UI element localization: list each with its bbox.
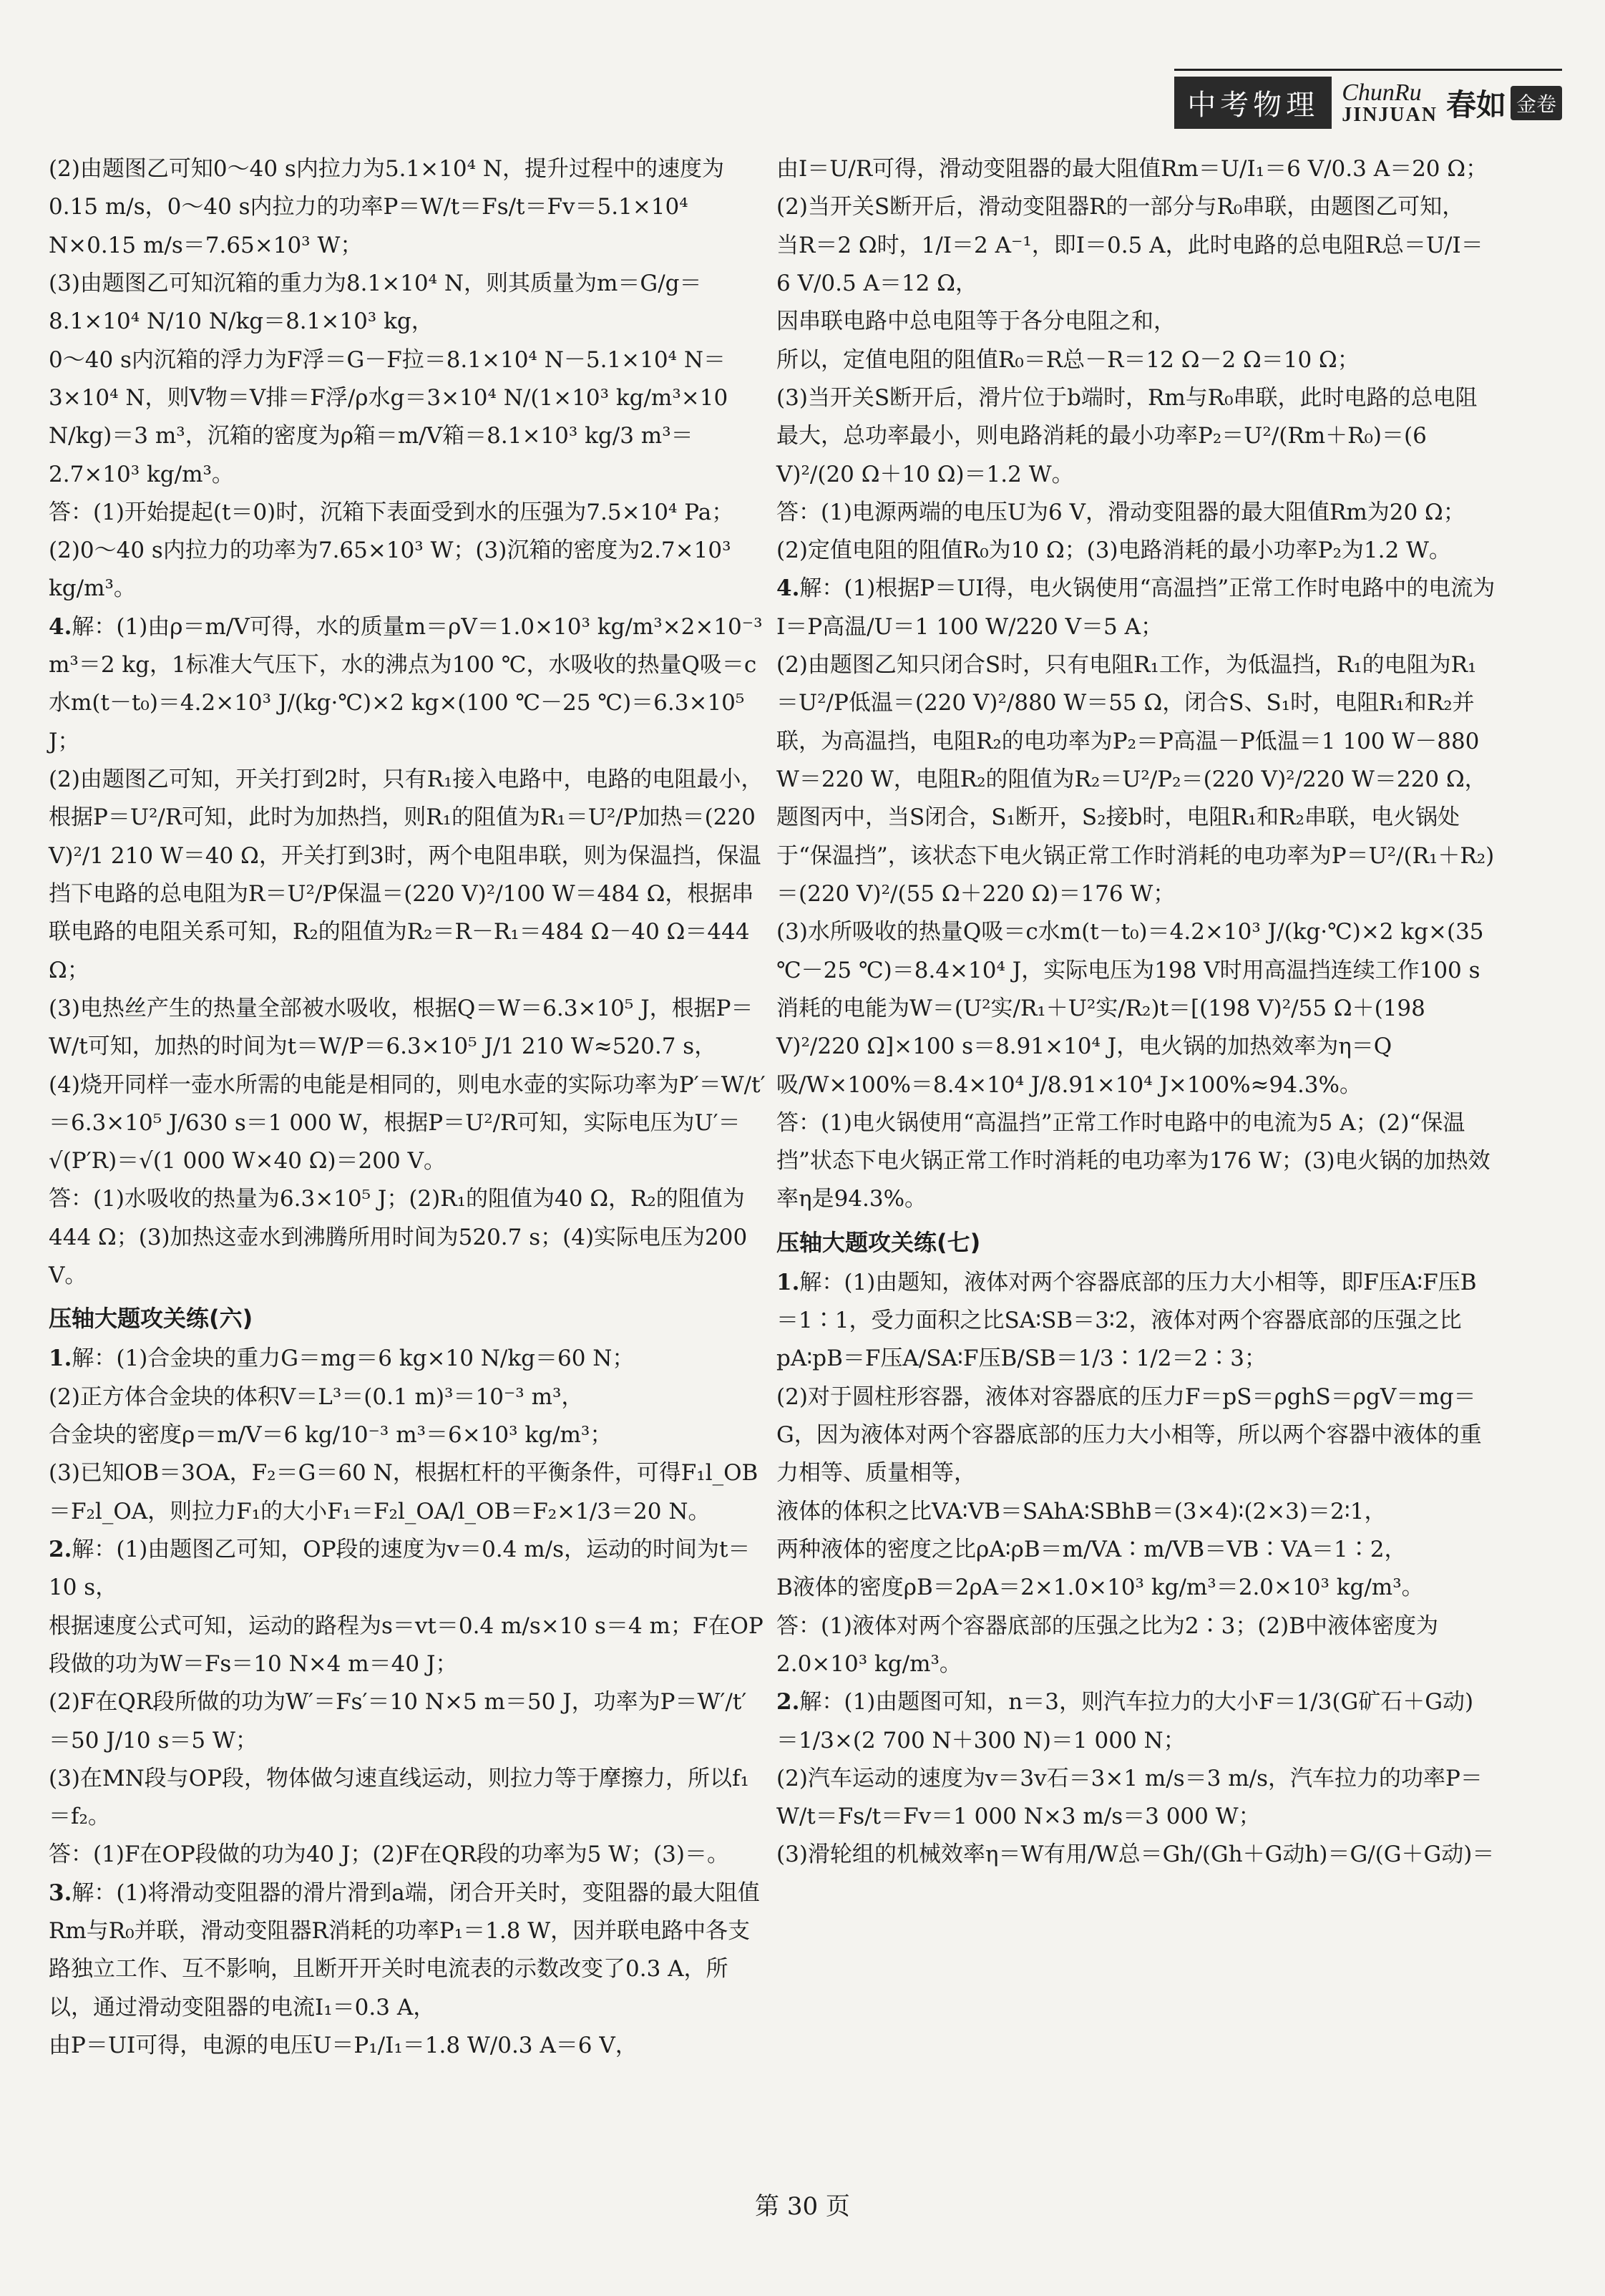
paragraph: 解：(1)将滑动变阻器的滑片滑到a端，闭合开关时，变阻器的最大阻值Rm与R₀并联，滑动变阻器R消耗的功率P₁＝1.8 W，因并联电路中各支路独立工作、互不影响，且断开开关时电流表的示数改变了0.3 A，所以，通过滑动变阻器的电流I₁＝0.3 A， — [49, 1879, 760, 2020]
header-brand — [1174, 69, 1562, 129]
section-title: 压轴大题攻关练(七) — [776, 1228, 981, 1256]
paragraph: 当R＝2 Ω时，1/I＝2 A⁻¹，即I＝0.5 A，此时电路的总电阻R总＝U/I＝6 V/0.5 A＝12 Ω， — [776, 232, 1483, 296]
paragraph: (2)由题图乙可知0～40 s内拉力为5.1×10⁴ N，提升过程中的速度为0.15 m/s，0～40 s内拉力的功率P＝W/t＝Fs/t＝Fv＝5.1×10⁴ N×0.15 m/s＝7.65×10³ W； — [49, 156, 724, 258]
question-number: 4. — [776, 575, 800, 602]
brand-latin-line1: ChunRu — [1342, 79, 1422, 106]
paragraph: (2)对于圆柱形容器，液体对容器底的压力F＝pS＝ρghS＝ρgV＝mg＝G，因为液体对两个容器底部的压力大小相等，所以两个容器中液体的重力相等、质量相等， — [776, 1383, 1482, 1487]
paragraph: 由I＝U/R可得，滑动变阻器的最大阻值Rm＝U/I₁＝6 V/0.3 A＝20 Ω； — [776, 156, 1488, 182]
paragraph: 液体的体积之比VA∶VB＝SAhA∶SBhB＝(3×4)∶(2×3)＝2∶1， — [776, 1498, 1387, 1524]
paragraph: (3)在MN段与OP段，物体做匀速直线运动，则拉力等于摩擦力，所以f₁＝f₂。 — [49, 1765, 749, 1830]
paragraph: 根据速度公式可知，运动的路程为s＝vt＝0.4 m/s×10 s＝4 m；F在OP段做的功为W＝Fs＝10 N×4 m＝40 J； — [49, 1612, 764, 1677]
paragraph: (2)由题图乙知只闭合S时，只有电阻R₁工作，为低温挡，R₁的电阻为R₁＝U²/P低温＝(220 V)²/880 W＝55 Ω，闭合S、S₁时，电阻R₁和R₂并联，为高温挡，电阻R₂的电功率为P₂＝P高温－P低温＝1 100 W－880 W＝220 W，电阻R₂的阻值为R₂＝U²/P₂＝(220 V)²/220 W＝220 Ω，题图丙中，当S闭合，S₁断开，S₂接b时，电阻R₁和R₂串联，电火锅处于“保温挡”，该状态下电火锅正常工作时消耗的电功率为P＝U²/(R₁＋R₂)＝(220 V)²/(55 Ω＋220 Ω)＝176 W； — [776, 652, 1495, 907]
paragraph: 解：(1)合金块的重力G＝mg＝6 kg×10 N/kg＝60 N； — [72, 1346, 635, 1372]
answer-paragraph: 答：(1)电火锅使用“高温挡”正常工作时电路中的电流为5 A；(2)“保温挡”状态下电火锅正常工作时消耗的电功率为176 W；(3)电火锅的加热效率η是94.3%。 — [776, 1109, 1491, 1212]
section-title: 压轴大题攻关练(六) — [49, 1305, 253, 1333]
paragraph: 解：(1)根据P＝UI得，电火锅使用“高温挡”正常工作时电路中的电流为I＝P高温/U＝1 100 W/220 V＝5 A； — [776, 575, 1496, 640]
brand-tag: 金卷 — [1511, 86, 1562, 120]
page-number: 第 30 页 — [755, 2192, 850, 2221]
question-2 — [49, 1531, 768, 1607]
paragraph: (3)由题图乙可知沉箱的重力为8.1×10⁴ N，则其质量为m＝G/g＝8.1×10⁴ N/10 N/kg＝8.1×10³ kg， — [49, 270, 702, 335]
paragraph: 两种液体的密度之比ρA∶ρB＝m/VA∶m/VB＝VB∶VA＝1∶2， — [776, 1536, 1407, 1562]
question-number: 4. — [49, 613, 72, 640]
question-3 — [49, 1874, 768, 2027]
answer-paragraph: 答：(1)电源两端的电压U为6 V，滑动变阻器的最大阻值Rm为20 Ω；(2)定值电阻的阻值R₀为10 Ω；(3)电路消耗的最小功率P₂为1.2 W。 — [776, 499, 1465, 564]
paragraph: (2)F在QR段所做的功为W′＝Fs′＝10 N×5 m＝50 J，功率为P＝W′/t′＝50 J/10 s＝5 W； — [49, 1689, 747, 1753]
question-number: 1. — [776, 1269, 800, 1295]
question-number: 3. — [49, 1879, 72, 1906]
answer-paragraph: 答：(1)开始提起(t＝0)时，沉箱下表面受到水的压强为7.5×10⁴ Pa；(2)0～40 s内拉力的功率为7.65×10³ W；(3)沉箱的密度为2.7×10³ kg/m³。 — [49, 499, 734, 602]
paragraph: (4)烧开同样一壶水所需的电能是相同的，则电水壶的实际功率为P′＝W/t′＝6.3×10⁵ J/630 s＝1 000 W，根据P＝U²/R可知，实际电压为U′＝√(P′R)＝√(1 000 W×40 Ω)＝200 V。 — [49, 1071, 766, 1174]
question-number: 2. — [49, 1536, 72, 1562]
header-subject: 中考物理 — [1174, 77, 1332, 129]
paragraph: (3)水所吸收的热量Q吸＝c水m(t－t₀)＝4.2×10³ J/(kg·℃)×2 kg×(35 ℃－25 ℃)＝8.4×10⁴ J，实际电压为198 V时用高温挡连续工作100 s消耗的电能为W＝(U²实/R₁＋U²实/R₂)t＝[(198 V)²/55 Ω＋(198 V)²/220 Ω]×100 s＝8.91×10⁴ J，电火锅的加热效率为η＝Q吸/W×100%＝8.4×10⁴ J/8.91×10⁴ J×100%≈94.3%。 — [776, 919, 1484, 1098]
paragraph: (3)滑轮组的机械效率η＝W有用/W总＝Gh/(Gh＋G动h)＝G/(G＋G动)＝ — [776, 1842, 1495, 1868]
paragraph: 因串联电路中总电阻等于各分电阻之和， — [776, 308, 1176, 335]
question-number: 1. — [49, 1346, 72, 1372]
paragraph: (2)汽车运动的速度为v＝3v石＝3×1 m/s＝3 m/s，汽车拉力的功率P＝W/t＝Fs/t＝Fv＝1 000 N×3 m/s＝3 000 W； — [776, 1765, 1483, 1830]
paragraph: B液体的密度ρB＝2ρA＝2×1.0×10³ kg/m³＝2.0×10³ kg/m³。 — [776, 1575, 1424, 1601]
paragraph: 所以，定值电阻的阻值R₀＝R总－R＝12 Ω－2 Ω＝10 Ω； — [776, 346, 1360, 373]
paragraph: (3)已知OB＝3OA，F₂＝G＝60 N，根据杠杆的平衡条件，可得F₁l_OB＝F₂l_OA，则拉力F₁的大小F₁＝F₂l_OA/l_OB＝F₂×1/3＝20 N。 — [49, 1460, 758, 1524]
question-4 — [776, 570, 1496, 646]
brand-latin-line2: JINJUAN — [1342, 103, 1438, 126]
paragraph: 解：(1)由题知，液体对两个容器底部的压力大小相等，即F压A∶F压B＝1∶1，受力面积之比SA∶SB＝3∶2，液体对两个容器底部的压强之比pA∶pB＝F压A/SA∶F压B/SB＝1/3∶1/2＝2∶3； — [776, 1269, 1477, 1372]
answer-paragraph: 答：(1)F在OP段做的功为40 J；(2)F在QR段的功率为5 W；(3)＝。 — [49, 1842, 729, 1868]
paragraph: 解：(1)由题图可知，n＝3，则汽车拉力的大小F＝1/3(G矿石＋G动)＝1/3×(2 700 N＋300 N)＝1 000 N； — [776, 1689, 1474, 1753]
paragraph: 合金块的密度ρ＝m/V＝6 kg/10⁻³ m³＝6×10³ kg/m³； — [49, 1422, 613, 1449]
question-number: 2. — [776, 1689, 800, 1716]
left-column — [49, 150, 768, 2065]
paragraph: (2)当开关S断开后，滑动变阻器R的一部分与R₀串联，由题图乙可知， — [776, 194, 1465, 220]
answer-paragraph: 答：(1)液体对两个容器底部的压强之比为2∶3；(2)B中液体密度为2.0×10³ kg/m³。 — [776, 1612, 1439, 1677]
right-column — [776, 150, 1496, 1874]
paragraph: (2)由题图乙可知，开关打到2时，只有R₁接入电路中，电路的电阻最小，根据P＝U²/R可知，此时为加热挡，则R₁的阻值为R₁＝U²/P加热＝(220 V)²/1 210 W＝40 Ω，开关打到3时，两个电阻串联，则为保温挡，保温挡下电路的总电阻为R＝U²/P保温＝(220 V)²/100 W＝484 Ω，根据串联电路的电阻关系可知，R₂的阻值为R₂＝R－R₁＝484 Ω－40 Ω＝444 Ω； — [49, 767, 764, 983]
paragraph: (3)当开关S断开后，滑片位于b端时，Rm与R₀串联，此时电路的总电阻最大，总功率最小，则电路消耗的最小功率P₂＝U²/(Rm＋R₀)＝(6 V)²/(20 Ω＋10 Ω)＝1.2 W。 — [776, 384, 1478, 487]
question-1 — [49, 1340, 768, 1378]
paragraph: 由P＝UI可得，电源的电压U＝P₁/I₁＝1.8 W/0.3 A＝6 V， — [49, 2033, 638, 2059]
brand-logo-latin — [1342, 81, 1438, 125]
answer-paragraph: 答：(1)水吸收的热量为6.3×10⁵ J；(2)R₁的阻值为40 Ω，R₂的阻值为444 Ω；(3)加热这壶水到沸腾所用时间为520.7 s；(4)实际电压为200 V。 — [49, 1186, 748, 1289]
paragraph: 解：(1)由ρ＝m/V可得，水的质量m＝ρV＝1.0×10³ kg/m³×2×10⁻³ m³＝2 kg，1标准大气压下，水的沸点为100 ℃，水吸收的热量Q吸＝c水m(t－t₀)＝4.2×10³ J/(kg·℃)×2 kg×(100 ℃－25 ℃)＝6.3×10⁵ J； — [49, 613, 763, 754]
paragraph: 0～40 s内沉箱的浮力为F浮＝G－F拉＝8.1×10⁴ N－5.1×10⁴ N＝3×10⁴ N，则V物＝V排＝F浮/ρ水g＝3×10⁴ N/(1×10³ kg/m³×10 N/kg)＝3 m³，沉箱的密度为ρ箱＝m/V箱＝8.1×10³ kg/3 m³＝2.7×10³ kg/m³。 — [49, 346, 728, 487]
question-2 — [776, 1683, 1496, 1760]
paragraph: (3)电热丝产生的热量全部被水吸收，根据Q＝W＝6.3×10⁵ J，根据P＝W/t可知，加热的时间为t＝W/P＝6.3×10⁵ J/1 210 W≈520.7 s， — [49, 995, 753, 1060]
paragraph: (2)正方体合金块的体积V＝L³＝(0.1 m)³＝10⁻³ m³， — [49, 1383, 584, 1410]
question-1 — [776, 1264, 1496, 1378]
paragraph: 解：(1)由题图乙可知，OP段的速度为v＝0.4 m/s，运动的时间为t＝10 s， — [49, 1536, 751, 1601]
brand-seal-logo: 春如 — [1445, 87, 1506, 122]
question-4 — [49, 608, 768, 761]
